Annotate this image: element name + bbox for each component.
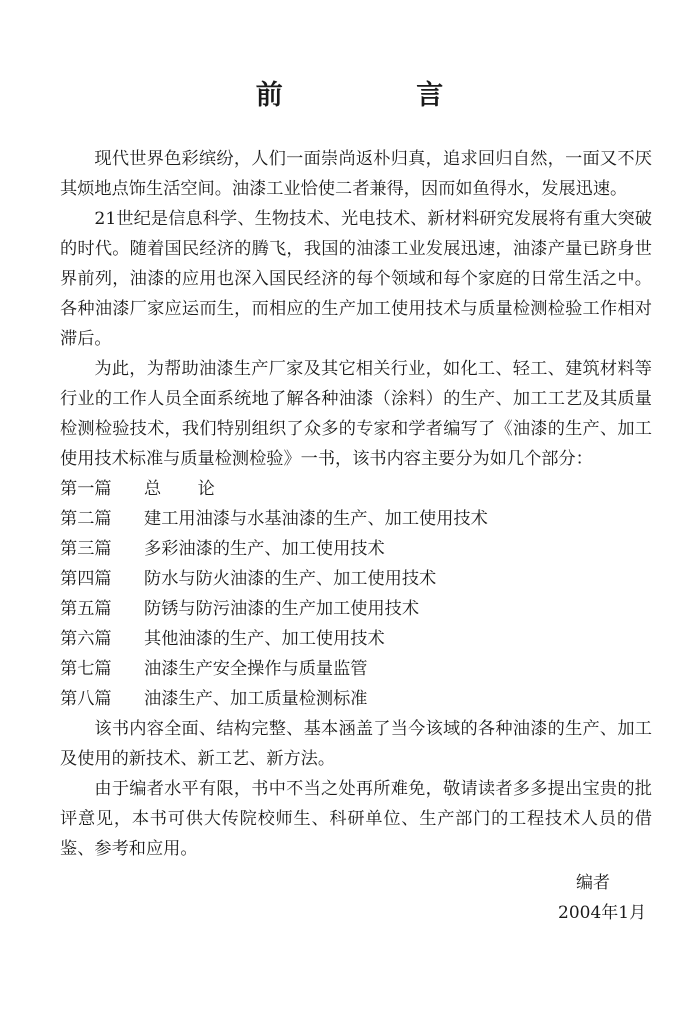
paragraph-5: 由于编者水平有限，书中不当之处再所难免，敬请读者多多提出宝贵的批评意见，本书可供大传院校师生、科研单位、生产部门的工程技术人员的借鉴、参考和应用。 [60,779,652,859]
signature-block [540,868,660,928]
paragraph-1: 现代世界色彩缤纷，人们一面崇尚返朴归真，追求回归自然，一面又不厌其烦地点饰生活空间。油漆工业恰使二者兼得，因而如鱼得水，发展迅速。 [60,149,652,199]
part-number: 第四篇 [60,569,112,589]
contents-item [60,504,652,534]
part-title: 其他油漆的生产、加工使用技术 [144,629,385,649]
contents-item [60,684,652,714]
part-number: 第一篇 [60,479,112,499]
part-title: 建工用油漆与水基油漆的生产、加工使用技术 [144,509,488,529]
paragraph-3: 为此，为帮助油漆生产厂家及其它相关行业，如化工、轻工、建筑材料等行业的工作人员全面系统地了解各种油漆（涂料）的生产、加工工艺及其质量检测检验技术，我们特别组织了众多的专家和学者编写了《油漆的生产、加工使用技术标准与质量检测检验》一书，该书内容主要分为如几个部分： [60,359,652,469]
part-title: 总 论 [144,479,231,499]
author-signature: 编者 [576,873,610,893]
part-title: 油漆生产、加工质量检测标准 [144,689,368,709]
part-number: 第七篇 [60,659,112,679]
contents-item [60,474,652,504]
contents-item [60,624,652,654]
contents-list [60,474,652,714]
part-title: 油漆生产安全操作与质量监管 [144,659,368,679]
page-title: 前 言 [255,80,506,112]
paragraph-4: 该书内容全面、结构完整、基本涵盖了当今该域的各种油漆的生产、加工及使用的新技术、新工艺、新方法。 [60,719,652,769]
part-title: 多彩油漆的生产、加工使用技术 [144,539,385,559]
part-title: 防水与防火油漆的生产、加工使用技术 [144,569,437,589]
part-number: 第二篇 [60,509,112,529]
part-number: 第六篇 [60,629,112,649]
part-number: 第八篇 [60,689,112,709]
preface-body [60,144,652,864]
contents-item [60,534,652,564]
part-number: 第三篇 [60,539,112,559]
part-title: 防锈与防污油漆的生产加工使用技术 [144,599,420,619]
paragraph-2: 21世纪是信息科学、生物技术、光电技术、新材料研究发展将有重大突破的时代。随着国民经济的腾飞，我国的油漆工业发展迅速，油漆产量已跻身世界前列，油漆的应用也深入国民经济的每个领域和每个家庭的日常生活之中。各种油漆厂家应运而生，而相应的生产加工使用技术与质量检测检验工作相对滞后。 [60,209,652,349]
part-number: 第五篇 [60,599,112,619]
signature-date: 2004年1月 [558,903,647,923]
contents-item [60,654,652,684]
contents-item [60,564,652,594]
contents-item [60,594,652,624]
